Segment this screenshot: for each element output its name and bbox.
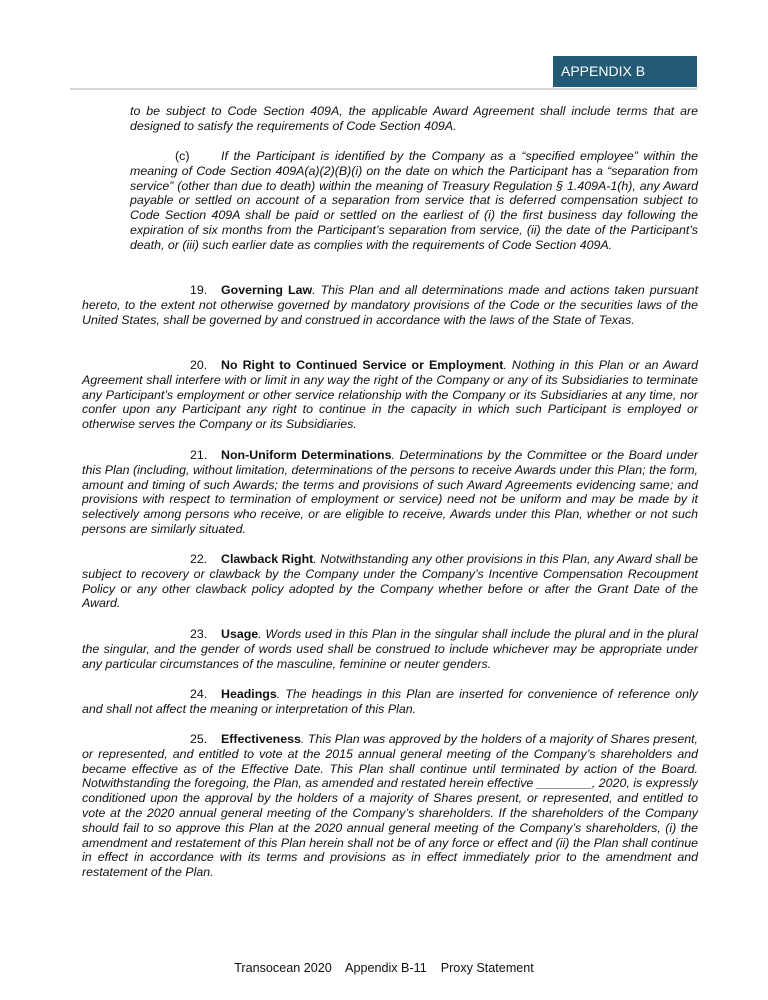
section-22 [82,552,698,611]
section-heading: Governing Law [221,283,313,297]
section-heading: No Right to Continued Service or Employment [221,358,504,372]
appendix-header-badge: APPENDIX B [553,56,697,87]
section-number: 25. [190,732,208,746]
section-21 [82,448,698,537]
continuation-paragraph: to be subject to Code Section 409A, the applicable Award Agreement shall include terms that are designed to satisfy the requirements of Code Section 409A. [130,104,698,133]
section-number: 22. [190,552,208,566]
page-footer: Transocean 2020 Appendix B-11 Proxy Statement [234,961,534,975]
section-heading: Effectiveness [221,732,301,746]
header-divider [70,88,697,90]
subsection-c [130,149,698,253]
subsection-text: If the Participant is identified by the Company as a “specified employee” within the meaning of Code Section 409A(a)(2)(B)(i) on the date on which the Participant has a “separation from service” (other than due to death) within the meaning of Treasury Regulation § 1.409A-1(h), any Award payable or settled on account of a separation from service that is deferred compensation subject to Code Section 409A shall be paid or settled on the earliest of (i) the first business day following the expiration of six months from the Participant’s separation from service, (ii) the date of the Participant’s death, or (iii) such earlier date as complies with the requirements of Code Section 409A. [130,149,698,252]
section-heading: Headings [221,687,277,701]
section-heading: Usage [221,627,259,641]
section-number: 19. [190,283,208,297]
section-25 [82,732,698,880]
section-text: . This Plan and all determinations made and actions taken pursuant hereto, to the extent not otherwise governed by mandatory provisions of the Code or the securities laws of the United States, shall be governed by and construed in accordance with the laws of the State of Texas. [82,283,699,327]
section-23 [82,627,698,671]
section-20 [82,358,698,432]
subsection-label: (c) [175,149,190,163]
section-number: 20. [190,358,208,372]
section-text: . Nothing in this Plan or an Award Agreement shall interfere with or limit in any way the right of the Company or any of its Subsidiaries to terminate any Participant’s employment or other service relationship with the Company or its Subsidiaries at any time, nor confer upon any Participant any right to continue in the capacity in which such Participant is employed or otherwise serves the Company or its Subsidiaries. [82,358,698,432]
section-text: . Notwithstanding any other provisions in this Plan, any Award shall be subject to recovery or clawback by the Company under the Company’s Incentive Compensation Recoupment Policy or any other clawback policy adopted by the Company whether before or after the Grant Date of the Award. [82,552,698,611]
section-heading: Non-Uniform Determinations [221,448,392,462]
section-number: 23. [190,627,208,641]
section-text: . Words used in this Plan in the singular shall include the plural and in the plural the singular, and the gender of words used shall be construed to include whichever may be appropriate under any particular circumstances of the masculine, feminine or neuter genders. [82,627,698,671]
section-text: . The headings in this Plan are inserted for convenience of reference only and shall not affect the meaning or interpretation of this Plan. [82,687,698,716]
section-text: . This Plan was approved by the holders of a majority of Shares present, or represented, and entitled to vote at the 2015 annual general meeting of the Company’s shareholders and became effective as of the Effective Date. This Plan shall continue until terminated by action of the Board. Notwithstanding the foregoing, the Plan, as amended and restated herein effective ________, 2020, is expressly conditioned upon the approval by the holders of a majority of Shares present, or represented, and entitled to vote at the 2020 annual general meeting of the Company’s shareholders. If the shareholders of the Company should fail to so approve this Plan at the 2020 annual general meeting of the Company’s shareholders, (i) the amendment and restatement of this Plan herein shall not be of any force or effect and (ii) the Plan shall continue in effect in accordance with its terms and provisions as in effect immediately prior to the amendment and restatement of the Plan. [82,732,698,880]
section-number: 24. [190,687,208,701]
section-text: . Determinations by the Committee or the Board under this Plan (including, without limitation, determinations of the persons to receive Awards under this Plan; the form, amount and timing of such Awards; the terms and provisions of such Award Agreements evidencing same; and provisions with respect to termination of employment or service) need not be uniform and may be made by it selectively among persons who receive, or are eligible to receive, Awards under this Plan, whether or not such persons are similarly situated. [82,448,698,536]
section-number: 21. [190,448,208,462]
section-heading: Clawback Right [221,552,314,566]
section-19 [82,283,698,327]
section-24 [82,687,698,717]
